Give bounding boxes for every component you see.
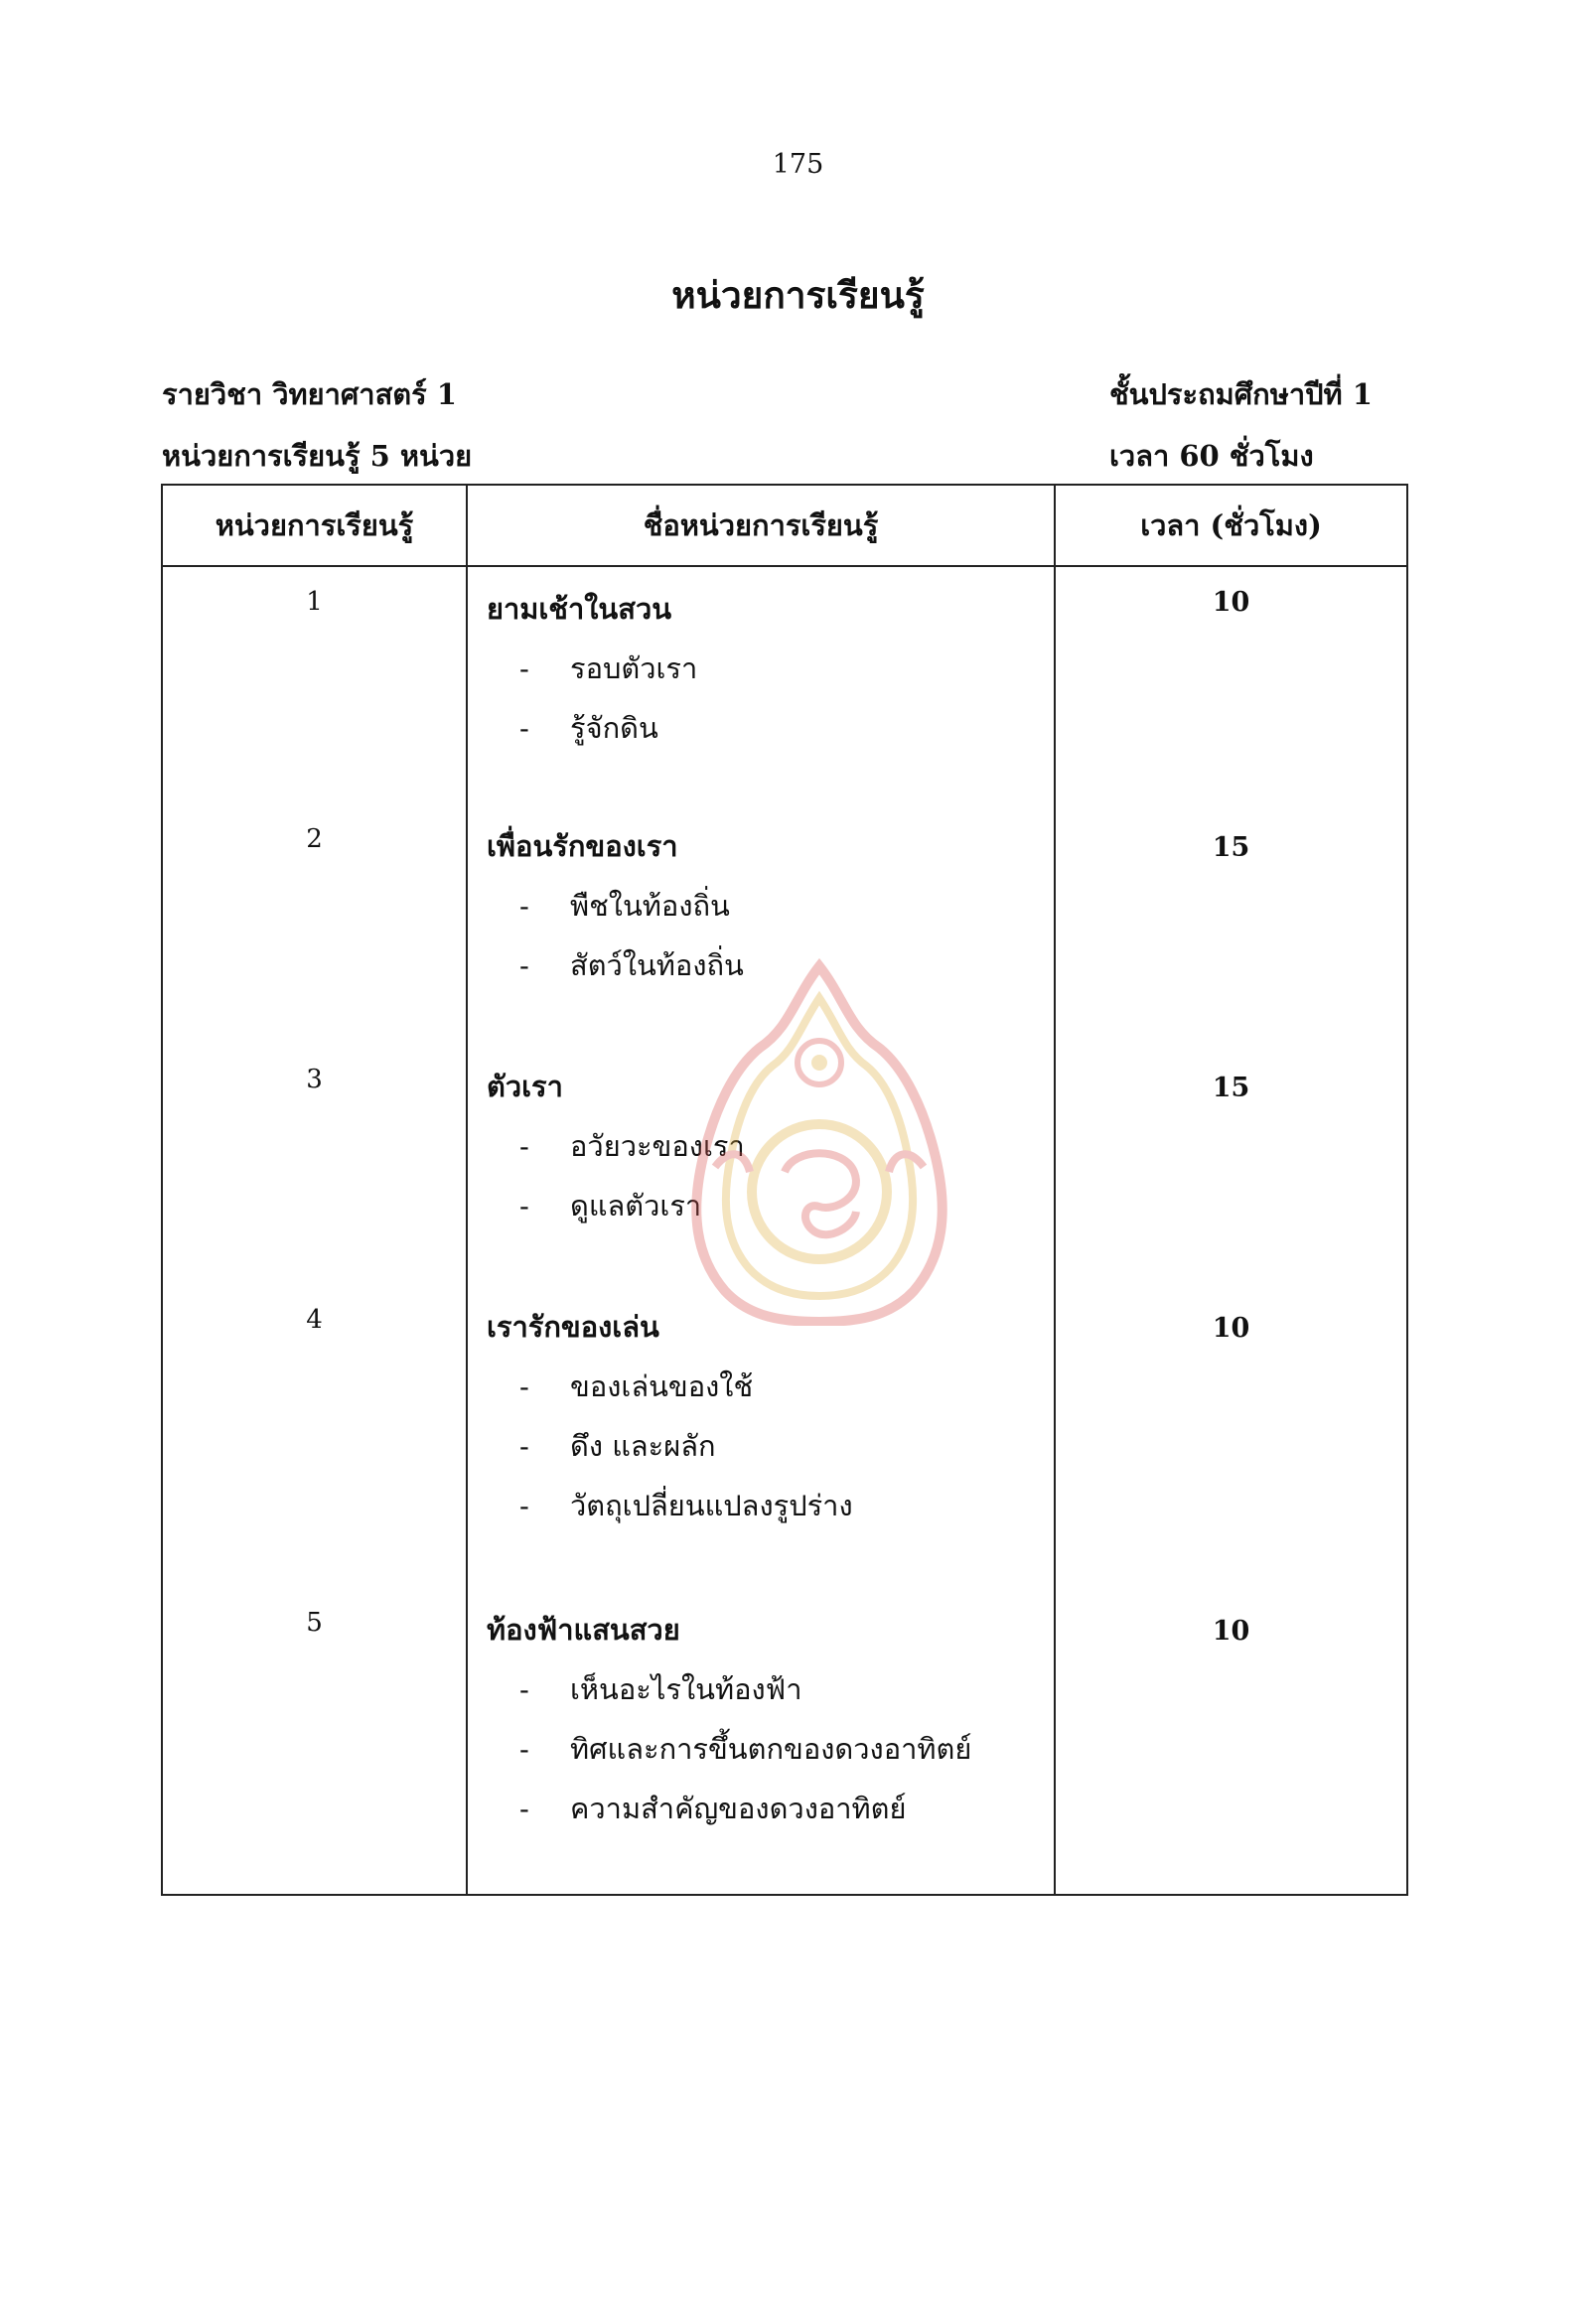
header-unit-name: ชื่อหน่วยการเรียนรู้	[467, 485, 1055, 566]
total-hours-label: เวลา 60 ชั่วโมง	[1109, 439, 1314, 473]
topic-item: - รู้จักดิน	[519, 711, 658, 745]
grade-label: ชั้นประถมศึกษาปีที่ 1	[1109, 377, 1373, 411]
unit-hours: 10	[1055, 1588, 1407, 1895]
unit-name: ท้องฟ้าแสนสวย	[487, 1613, 680, 1647]
units-table	[161, 484, 1408, 1896]
unit-number: 1	[162, 566, 467, 804]
table-row	[162, 804, 1407, 1045]
unit-cell	[467, 566, 1055, 804]
unit-number: 4	[162, 1285, 467, 1588]
unit-number: 5	[162, 1588, 467, 1895]
topic-item: - ของเล่นของใช้	[519, 1369, 754, 1403]
unit-cell	[467, 804, 1055, 1045]
table-row	[162, 1045, 1407, 1285]
unit-number: 3	[162, 1045, 467, 1285]
topic-item: - อวัยวะของเรา	[519, 1129, 745, 1163]
unit-name: เรารักของเล่น	[487, 1310, 659, 1344]
topic-item: - วัตถุเปลี่ยนแปลงรูปร่าง	[519, 1489, 853, 1522]
unit-name: ยามเช้าในสวน	[487, 592, 672, 626]
unit-name: ตัวเรา	[487, 1070, 563, 1103]
topic-item: - ความสำคัญของดวงอาทิตย์	[519, 1792, 907, 1825]
table-header-row	[162, 485, 1407, 566]
topic-item: - ทิศและการขึ้นตกของดวงอาทิตย์	[519, 1732, 972, 1766]
units-count-label: หน่วยการเรียนรู้ 5 หน่วย	[162, 439, 473, 473]
unit-hours: 15	[1055, 804, 1407, 1045]
topic-item: - ดึง และผลัก	[519, 1429, 716, 1463]
unit-name: เพื่อนรักของเรา	[487, 829, 678, 863]
unit-number: 2	[162, 804, 467, 1045]
topic-item: - เห็นอะไรในท้องฟ้า	[519, 1672, 802, 1706]
page-title: หน่วยการเรียนรู้	[671, 273, 925, 317]
topic-item: - ดูแลตัวเรา	[519, 1189, 702, 1223]
unit-cell	[467, 1285, 1055, 1588]
table-row	[162, 1588, 1407, 1895]
unit-hours: 10	[1055, 566, 1407, 804]
topic-item: - รอบตัวเรา	[519, 651, 698, 685]
topic-item: - สัตว์ในท้องถิ่น	[519, 948, 744, 982]
table-row	[162, 1285, 1407, 1588]
header-hours: เวลา (ชั่วโมง)	[1055, 485, 1407, 566]
page-number: 175	[772, 149, 824, 180]
table-row	[162, 566, 1407, 804]
unit-cell	[467, 1045, 1055, 1285]
header-unit-no: หน่วยการเรียนรู้	[162, 485, 467, 566]
subject-label: รายวิชา วิทยาศาสตร์ 1	[162, 377, 457, 411]
unit-hours: 15	[1055, 1045, 1407, 1285]
topic-item: - พืชในท้องถิ่น	[519, 889, 730, 923]
unit-cell	[467, 1588, 1055, 1895]
unit-hours: 10	[1055, 1285, 1407, 1588]
